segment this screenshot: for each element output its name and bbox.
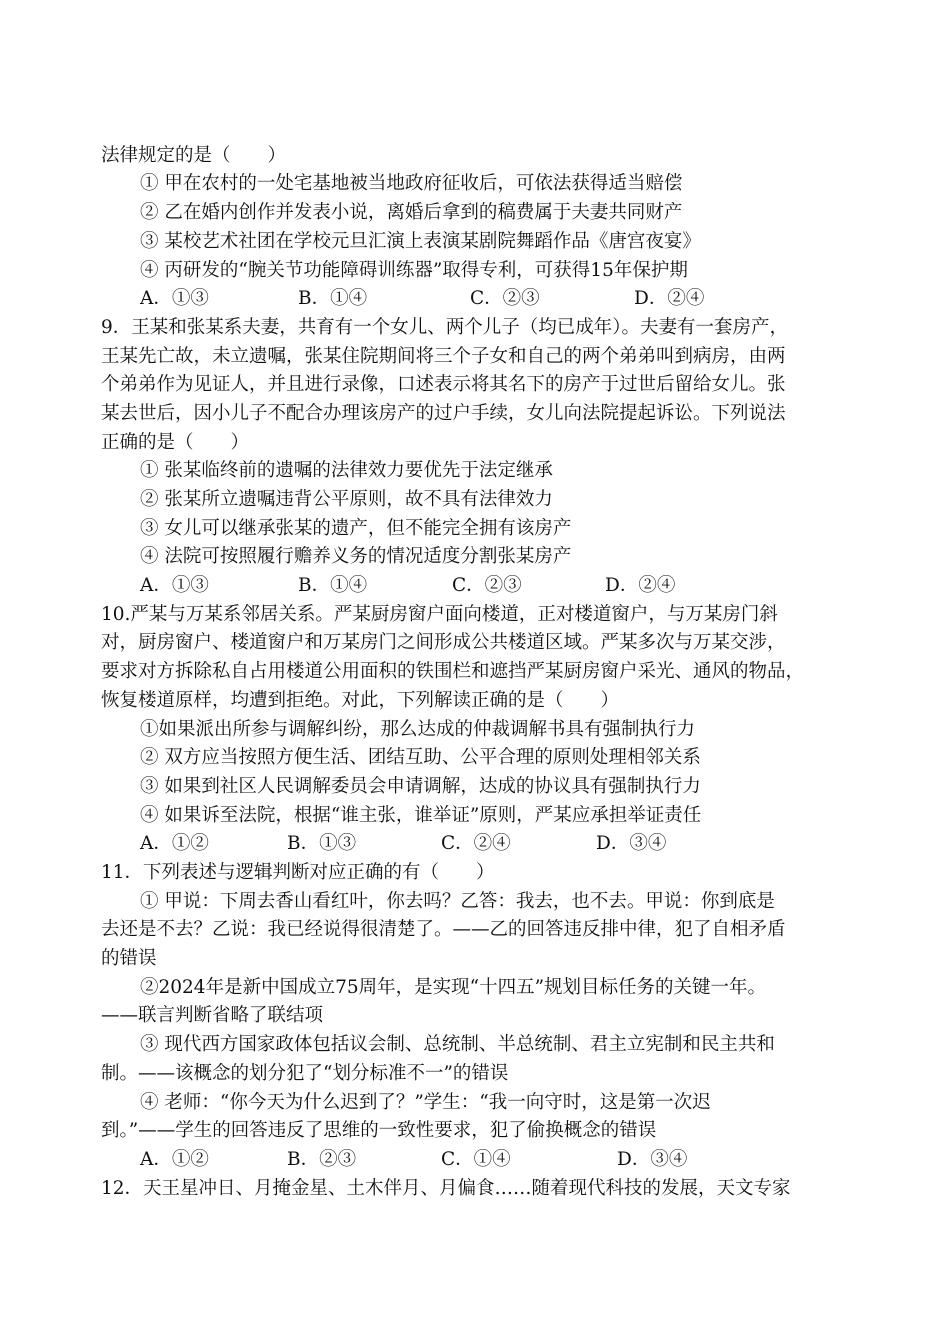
q8-item-1: ① 甲在农村的一处宅基地被当地政府征收后，可依法获得适当赔偿	[140, 173, 683, 194]
q9-option-b[interactable]: B．①④	[298, 575, 368, 596]
q10-item-1: ①如果派出所参与调解纠纷，那么达成的仲裁调解书具有强制执行力	[140, 719, 696, 740]
q9-stem-line-5: 正确的是（ ）	[101, 432, 250, 453]
q11-option-b[interactable]: B．②③	[287, 1149, 357, 1170]
q8-option-d[interactable]: D．②④	[634, 288, 705, 309]
q8-item-2: ② 乙在婚内创作并发表小说，离婚后拿到的稿费属于夫妻共同财产	[140, 202, 683, 223]
q10-stem-line-4: 恢复楼道原样，均遭到拒绝。对此，下列解读正确的是（ ）	[101, 690, 620, 711]
q11-item-1-line-1: ① 甲说：下周去香山看红叶，你去吗？乙答：我去，也不去。甲说：你到底是	[140, 891, 775, 912]
q9-stem-line-4: 某去世后，因小儿子不配合办理该房产的过户手续，女儿向法院提起诉讼。下列说法	[101, 403, 786, 424]
q10-options	[0, 830, 950, 858]
q8-option-b[interactable]: B．①④	[298, 288, 368, 309]
q11-item-4-line-1: ④ 老师：“你今天为什么迟到了？”学生：“我一向守时，这是第一次迟	[140, 1092, 711, 1113]
q8-stem-tail: 法律规定的是（ ）	[101, 145, 287, 166]
q9-option-c[interactable]: C．②③	[452, 575, 522, 596]
q9-item-1: ① 张某临终前的遗嘱的法律效力要优先于法定继承	[140, 460, 553, 481]
q8-option-c[interactable]: C．②③	[470, 288, 540, 309]
q10-option-c[interactable]: C．②④	[441, 833, 511, 854]
q10-option-d[interactable]: D．③④	[596, 833, 667, 854]
q11-item-2-line-2: ——联言判断省略了联结项	[101, 1005, 324, 1026]
q9-option-a[interactable]: A．①③	[140, 575, 209, 596]
q9-item-2: ② 张某所立遗嘱违背公平原则，故不具有法律效力	[140, 489, 553, 510]
q11-stem: 11．下列表述与逻辑判断对应正确的有（ ）	[101, 862, 495, 883]
q10-stem-line-2: 对，厨房窗户、楼道窗户和万某房门之间形成公共楼道区域。严某多次与万某交涉，	[101, 632, 786, 653]
q11-item-1-line-3: 的错误	[101, 948, 157, 969]
q9-options	[0, 572, 950, 600]
q9-stem-line-1: 9．王某和张某系夫妻，共育有一个女儿、两个儿子（均已成年）。夫妻有一套房产，	[101, 317, 789, 338]
q11-item-2-line-1: ②2024年是新中国成立75周年，是实现“十四五”规划目标任务的关键一年。	[140, 977, 767, 998]
q9-option-d[interactable]: D．②④	[605, 575, 676, 596]
q11-option-a[interactable]: A．①②	[140, 1149, 209, 1170]
q11-item-3-line-2: 制。——该概念的划分犯了“划分标准不一”的错误	[101, 1063, 509, 1084]
q11-item-4-line-2: 到。”——学生的回答违反了思维的一致性要求，犯了偷换概念的错误	[101, 1120, 657, 1141]
q9-item-4: ④ 法院可按照履行赡养义务的情况适度分割张某房产	[140, 546, 572, 567]
q8-item-3: ③ 某校艺术社团在学校元旦汇演上表演某剧院舞蹈作品《唐宫夜宴》	[140, 231, 701, 252]
q11-item-3-line-1: ③ 现代西方国家政体包括议会制、总统制、半总统制、君主立宪制和民主共和	[140, 1034, 775, 1055]
q10-option-a[interactable]: A．①②	[140, 833, 209, 854]
q9-item-3: ③ 女儿可以继承张某的遗产，但不能完全拥有该房产	[140, 518, 572, 539]
q10-item-2: ② 双方应当按照方便生活、团结互助、公平合理的原则处理相邻关系	[140, 747, 701, 768]
q11-options	[0, 1146, 950, 1174]
q8-item-4: ④ 丙研发的“腕关节功能障碍训练器”取得专利，可获得15年保护期	[140, 260, 688, 281]
q10-item-3: ③ 如果到社区人民调解委员会申请调解，达成的协议具有强制执行力	[140, 776, 701, 797]
q9-stem-line-3: 个弟弟作为见证人，并且进行录像，口述表示将其名下的房产于过世后留给女儿。张	[101, 374, 786, 395]
q10-option-b[interactable]: B．①③	[287, 833, 357, 854]
q12-stem-start: 12．天王星冲日、月掩金星、土木伴月、月偏食……随着现代科技的发展，天文专家	[101, 1178, 791, 1199]
q10-stem-line-3: 要求对方拆除私自占用楼道公用面积的铁围栏和遮挡严某厨房窗户采光、通风的物品，	[101, 661, 805, 682]
q11-option-d[interactable]: D．③④	[617, 1149, 688, 1170]
q11-option-c[interactable]: C．①④	[441, 1149, 511, 1170]
q9-stem-line-2: 王某先亡故，未立遗嘱，张某住院期间将三个子女和自己的两个弟弟叫到病房，由两	[101, 346, 786, 367]
q8-option-a[interactable]: A．①③	[140, 288, 209, 309]
q10-stem-line-1: 10.严某与万某系邻居关系。严某厨房窗户面向楼道，正对楼道窗户，与万某房门斜	[101, 604, 778, 625]
q8-options	[0, 285, 950, 313]
q11-item-1-line-2: 去还是不去？乙说：我已经说得很清楚了。——乙的回答违反排中律，犯了自相矛盾	[101, 919, 786, 940]
q10-item-4: ④ 如果诉至法院，根据“谁主张，谁举证”原则，严某应承担举证责任	[140, 805, 702, 826]
